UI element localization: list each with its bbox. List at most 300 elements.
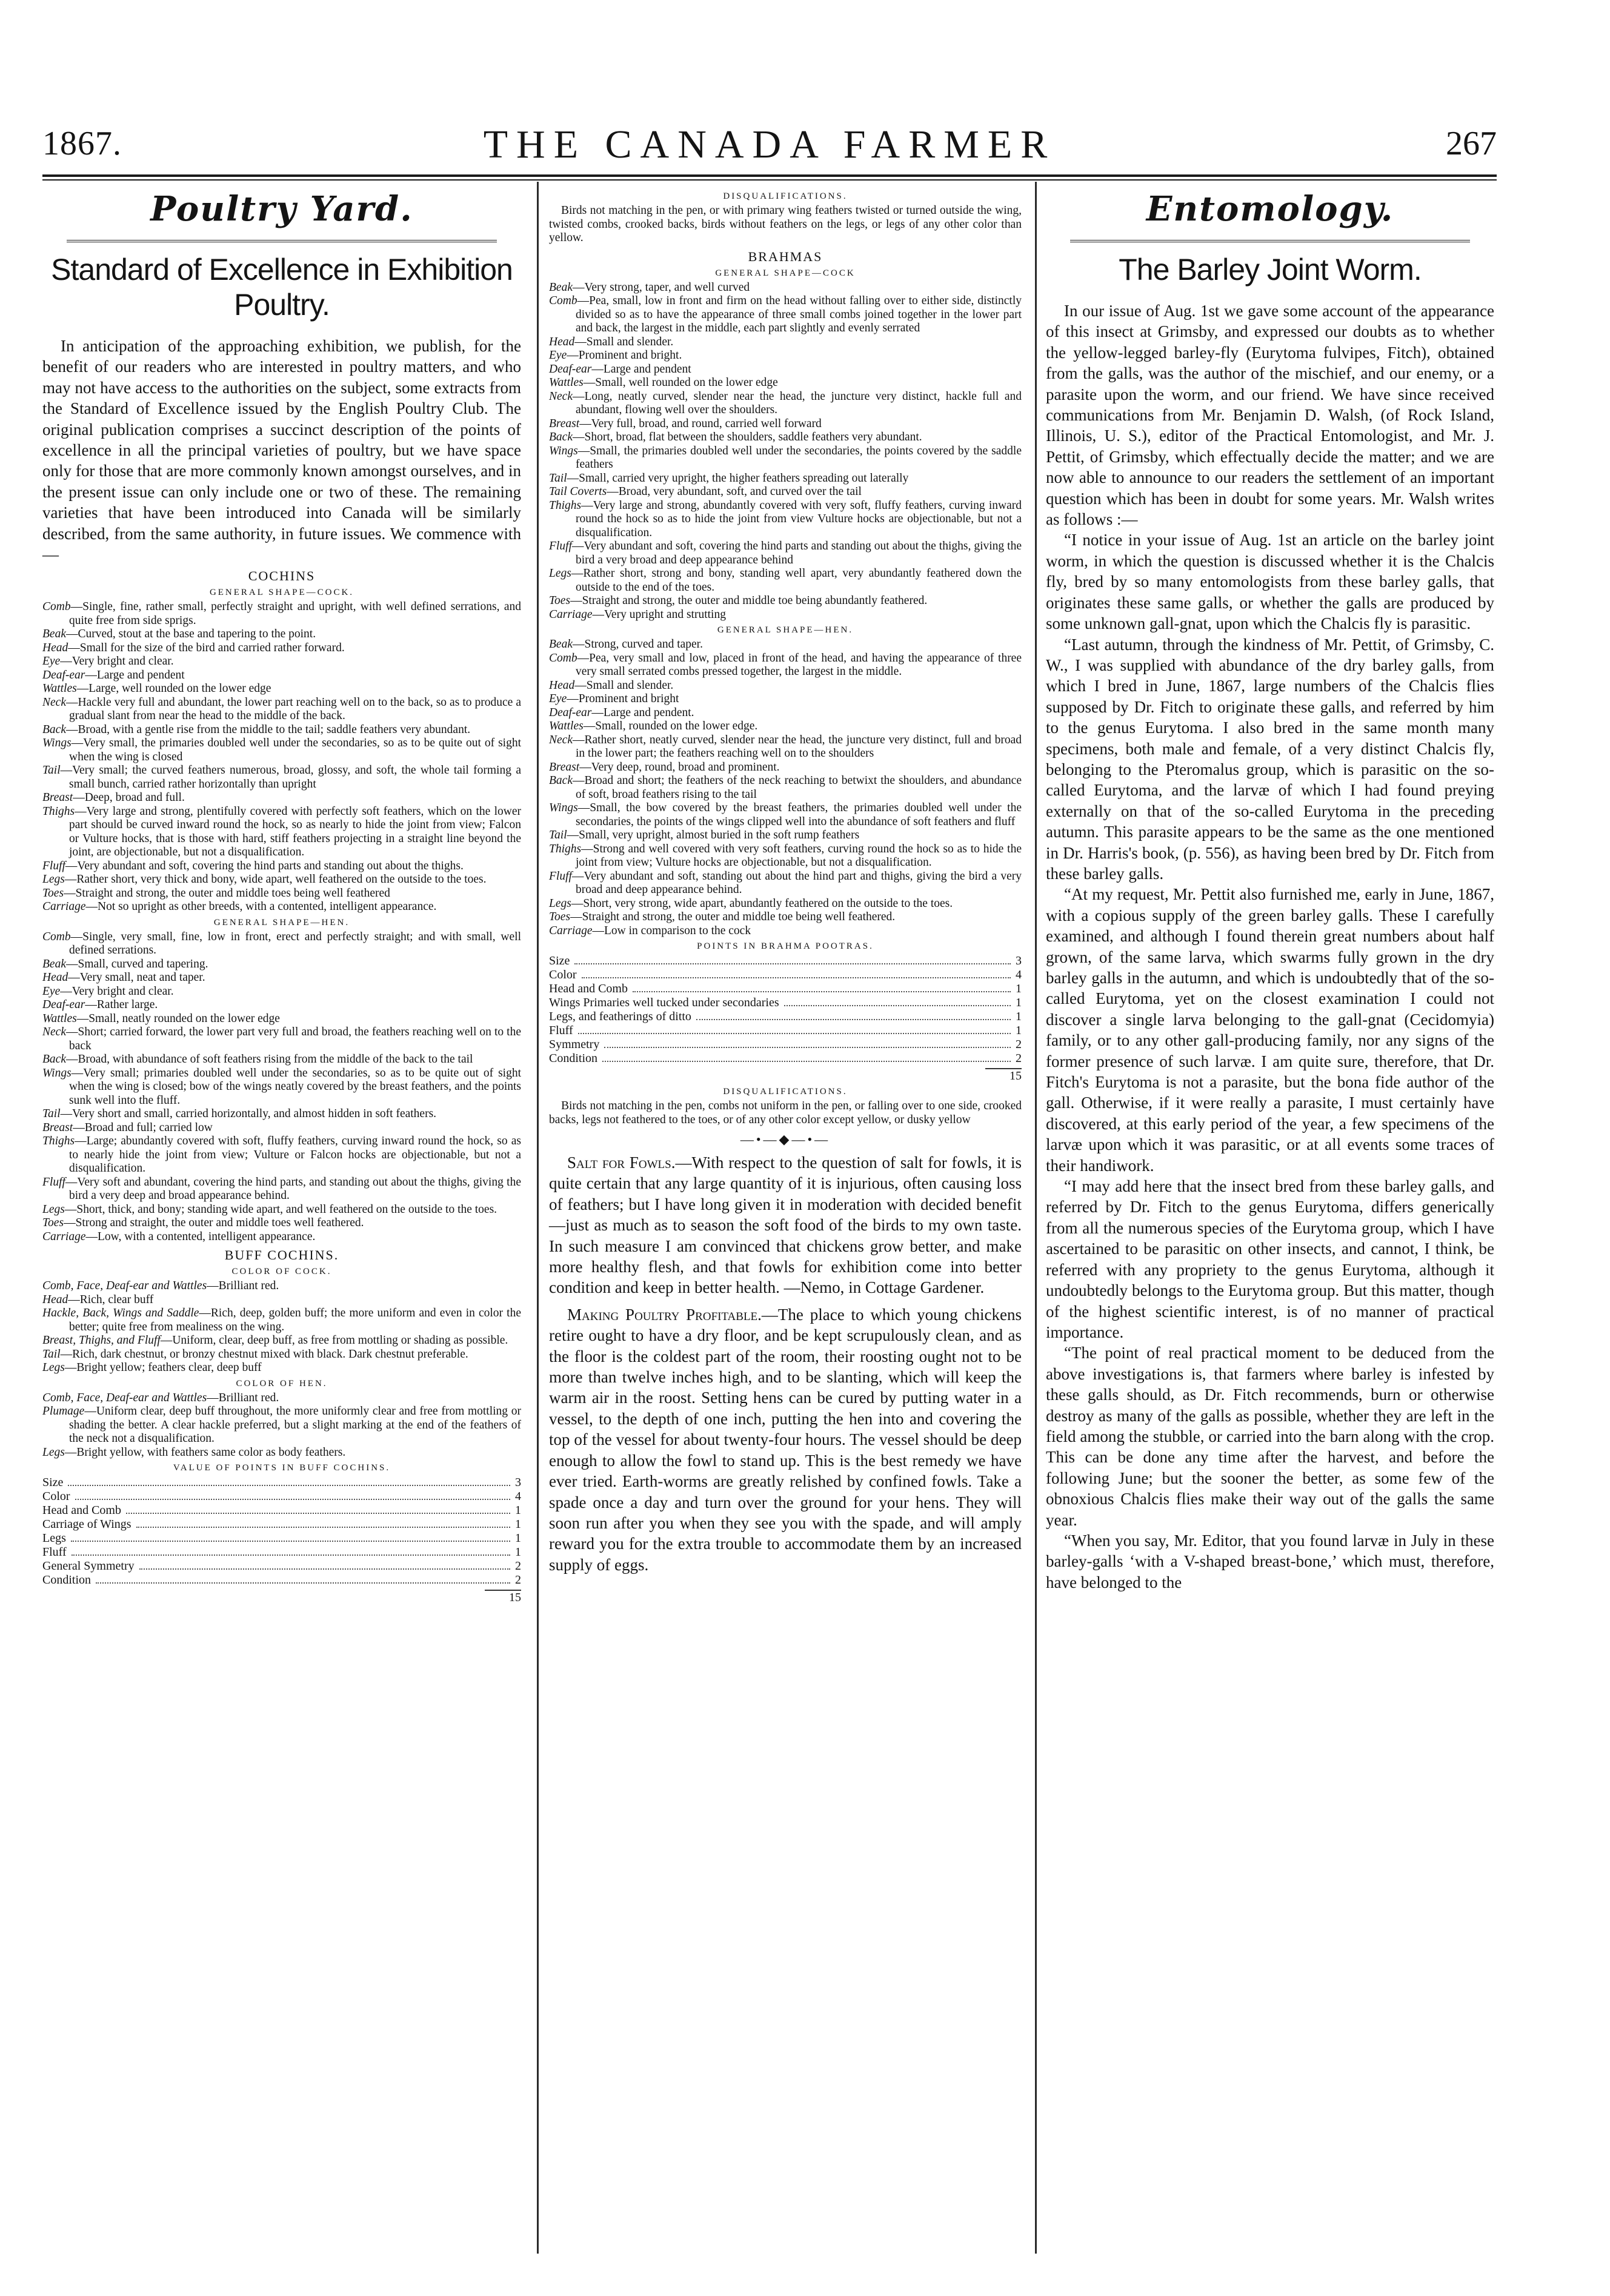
points-row: [42, 1545, 521, 1559]
entry-key: Eye: [549, 692, 567, 705]
standard-entry: [549, 281, 1022, 295]
entry-text: —Broad, very abundant, soft, and curved over the tail: [607, 485, 862, 498]
points-value: 3: [1016, 954, 1022, 967]
entry-key: Tail: [549, 829, 567, 841]
entry-text: —Very large and strong, abundantly covered with very soft, fluffy feathers, curving inward round the hock so as to hide the joint from view Vulture hocks are objectionable, but not a disqualification.: [576, 499, 1022, 539]
article-paragraph: “The point of real practical moment to be deduced from the above investigations is, that farmers where barley is infested by these galls should, as Dr. Fitch recommends, burn or otherwise destroy as many of the galls as possible, whether they are left in the field among the stubble, or carried into the barn along with the crop. This can be done any time after the harvest, and before the following June; but the sooner the better, as some few of the obnoxious Chalcis flies make their way out of the galls the same year.: [1046, 1344, 1494, 1529]
standard-entry: [42, 1446, 521, 1460]
points-value: 2: [515, 1573, 521, 1587]
article-paragraph: “Last autumn, through the kindness of Mr. Pettit, of Grimsby, C. W., I was supplied with abundance of the dry barley galls, from which I bred in June, 1867, large numbers of the Chalcis flies supposed by Dr. Fitch to originate these galls, and referred by him to the genus Eurytoma. I also bred in the same month many specimens, both male and female, of a very distinct Chalcis fly, belonging to the Pteromalus group, which is parasitic on the so-called Eurytoma, and the larvæ of which I had found preying externally on that of the so-called Eurytoma in the preceding autumn. This parasite appears to be the same as the one mentioned in Dr. Harris's book, (p. 556), as having been bred by Dr. Fitch from these barley galls.: [1046, 635, 1494, 883]
entry-key: Comb: [42, 600, 71, 614]
masthead: [42, 124, 1497, 173]
article-body: [1046, 300, 1494, 1593]
points-name: Symmetry: [549, 1038, 600, 1051]
entry-key: Legs: [42, 1203, 65, 1216]
salt-text: —With respect to the question of salt for fowls, it is quite certain that any large quantity of it is injurious, often causing loss of feathers; but I have long given it in moderation with decided benefit—just as much as to season the soft food of the birds to my own taste. In such measure I am convinced that chickens grow better, and make more healthy flesh, and that fowls for exhibition come into better condition and keep in better health. —Nemo, in Cottage Gardener.: [549, 1153, 1022, 1297]
entry-text: —Large, well rounded on the lower edge: [76, 682, 271, 695]
standard-entry: [42, 1293, 521, 1307]
cock-color-list: [42, 1279, 521, 1375]
entry-key: Wattles: [42, 1012, 77, 1025]
section-subheading: GENERAL SHAPE—COCK: [715, 268, 856, 278]
section-subheading: GENERAL SHAPE—HEN.: [213, 917, 350, 927]
points-total-row: [42, 1590, 521, 1605]
cock-shape-list: [42, 600, 521, 914]
entry-text: —Small, carried very upright, the higher feathers spreading out laterally: [567, 471, 909, 485]
entry-text: —Short, thick, and bony; standing wide apart, and well feathered on the outside to the toes.: [64, 1203, 497, 1216]
entry-text: —Rich, clear buff: [68, 1293, 154, 1306]
leader-dots: [784, 996, 1011, 1006]
column-divider-1: [537, 182, 539, 2254]
standard-entry: [42, 900, 521, 914]
standard-entry: [42, 628, 521, 642]
entry-text: —Very abundant and soft, covering the hind parts and standing out about the thighs, giving the bird a very broad and deep appearance behind: [571, 540, 1022, 566]
points-name: Color: [549, 968, 577, 981]
entry-text: —Pea, small, low in front and firm on the head without falling over to either side, distinctly divided so as to have the appearance of three small combs joined together in the lower part and back, the largest in the middle, each part slightly and evenly serrated: [576, 294, 1022, 334]
points-name: Condition: [549, 1052, 598, 1065]
points-value: 1: [1016, 982, 1022, 995]
points-row: [42, 1531, 521, 1545]
article-title: The Barley Joint Worm.: [1119, 253, 1422, 287]
entry-text: —Brilliant red.: [207, 1279, 279, 1293]
standard-entry: [549, 652, 1022, 679]
points-name: Fluff: [549, 1024, 573, 1037]
making-text: —The place to which young chickens retire ought to have a dry floor, and be kept scrupulously clean, and as the floor is the coldest part of the room, their roosting ought not to be more than twelve inches high, and to be slanting, which will keep the warm air in the roost. Setting hens can be cured by putting water in a vessel, to the depth of one inch, putting the hen into and covering the top of the vessel for about twenty-four hours. The vessel should be deep enough to allow the fowl to stand up. This is the best remedy we have ever tried. Earth-worms are greatly relished by confined fowls. Take a spade once a day and turn over the ground for your hens. They will soon run after you when they see you with the spade, and will amply reward you for the extra trouble to accommodate them by an increased supply of eggs.: [549, 1305, 1022, 1574]
points-name: Legs: [42, 1531, 66, 1545]
points-value: 4: [1016, 968, 1022, 981]
points-name: Size: [42, 1476, 64, 1490]
standard-entry: [549, 911, 1022, 924]
leader-dots: [68, 1476, 510, 1486]
entry-text: —Uniform, clear, deep buff, as free from mottling or shading as possible.: [160, 1334, 508, 1347]
standard-entry: [549, 924, 1022, 938]
entry-key: Deaf-ear: [549, 706, 592, 719]
entry-key: Toes: [549, 594, 571, 607]
entry-key: Tail: [42, 1107, 61, 1121]
entry-key: Carriage: [549, 608, 593, 621]
hen-shape-list: [549, 638, 1022, 938]
points-value: 1: [515, 1531, 521, 1545]
points-value: 2: [1016, 1052, 1022, 1065]
entry-key: Fluff: [549, 540, 572, 552]
entry-text: —Broad and full; carried low: [73, 1121, 213, 1134]
entry-text: —Rather short, neatly curved, slender near the head, the juncture very distinct, full and broad in the lower part; the feathers reaching well on to the shoulders: [572, 733, 1022, 760]
leader-dots: [574, 954, 1011, 964]
entry-key: Eye: [42, 984, 61, 998]
column-poultry: [42, 188, 521, 1607]
standard-entry: [549, 706, 1022, 720]
entry-text: —Very full, broad, and round, carried well forward: [579, 417, 822, 430]
standard-entry: [549, 349, 1022, 363]
issue-year: 1867.: [42, 125, 122, 162]
entry-text: —Very small; the curved feathers numerous, broad, glossy, and soft, the whole tail forming a small bunch, carried rather horizontally than upright: [60, 764, 521, 791]
standard-entry: [42, 1121, 521, 1135]
entry-text: —Large; abundantly covered with soft, fluffy feathers, curving inward round the hock, so as to nearly hide the joint from view; Vulture or Falcon hocks are objectionable, but not a disqualification.: [69, 1135, 521, 1175]
standard-entry: [42, 1107, 521, 1121]
standard-entry: [549, 870, 1022, 897]
entry-text: —Very bright and clear.: [60, 655, 174, 668]
section-subheading: GENERAL SHAPE—HEN.: [717, 625, 854, 635]
entry-key: Neck: [549, 390, 573, 403]
standard-entry: [42, 1216, 521, 1230]
entry-text: —Straight and strong, the outer and middle toe being well feathered.: [570, 911, 896, 923]
entry-key: Tail: [549, 471, 567, 485]
entry-text: —Very small, the primaries doubled well under the secondaries, so as to be quite out of sight when the wing is closed: [69, 737, 521, 763]
entry-key: Carriage: [549, 924, 593, 937]
standard-entry: [42, 1026, 521, 1053]
entry-text: —Prominent and bright.: [567, 349, 682, 362]
heading-rule: [1070, 240, 1470, 242]
leader-dots: [136, 1518, 510, 1528]
entry-key: Wattles: [549, 720, 584, 732]
points-total: 15: [985, 1068, 1022, 1083]
entry-key: Comb: [42, 930, 71, 943]
points-total: 15: [485, 1590, 521, 1605]
entry-key: Toes: [42, 886, 64, 900]
points-value: 1: [1016, 996, 1022, 1009]
entry-text: —Rich, deep, golden buff; the more uniform and even in color the better; quite free from mealiness on the wing.: [69, 1307, 521, 1333]
heading-rule: [67, 240, 497, 242]
entry-key: Deaf-ear: [549, 362, 592, 376]
entry-text: —Short; carried forward, the lower part very full and broad, the feathers reaching well on to the back: [65, 1026, 521, 1052]
entry-key: Head: [549, 679, 575, 692]
standard-entry: [549, 485, 1022, 499]
standard-entry: [549, 294, 1022, 336]
entry-text: —Broad, with abundance of soft feathers rising from the middle of the back to the tail: [65, 1053, 473, 1066]
standard-entry: [549, 638, 1022, 652]
entry-key: Tail: [42, 764, 61, 777]
entry-key: Beak: [549, 638, 573, 651]
standard-entry: [42, 642, 521, 655]
points-value: 3: [515, 1476, 521, 1490]
entry-key: Plumage: [42, 1405, 85, 1418]
entry-text: —Very small; primaries doubled well under the secondaries, so as to be quite out of sight when the wing is closed; bow of the wings neatly covered by the breast feathers, and the points sunk well into the fluff.: [69, 1066, 521, 1107]
disqualifications-heading: DISQUALIFICATIONS.: [723, 1087, 848, 1097]
standard-entry: [42, 737, 521, 764]
entry-text: —Very soft and abundant, covering the hind parts, and standing out about the thighs, giving the bird a very deep and broad appearance behind.: [65, 1175, 521, 1203]
standard-entry: [42, 1053, 521, 1067]
standard-entry: [549, 594, 1022, 608]
standard-entry: [42, 860, 521, 874]
points-value: 1: [1016, 1010, 1022, 1023]
standard-entry: [549, 445, 1022, 472]
standard-entry: [549, 363, 1022, 377]
article-paragraph: “When you say, Mr. Editor, that you found larvæ in July in these barley-galls ‘with a V-shaped breast-bone,’ which must, therefore, have belonged to the: [1046, 1531, 1494, 1591]
entry-key: Wings: [549, 444, 578, 457]
points-row: [42, 1559, 521, 1573]
entry-text: —Pea, very small and low, placed in front of the head, and having the appearance of three very small serrated combs pressed together, the largest in the middle.: [576, 651, 1022, 678]
standard-entry: [42, 1361, 521, 1375]
leader-dots: [126, 1504, 510, 1514]
column-entomology: [1046, 188, 1494, 1593]
entry-text: —Very small, neat and taper.: [68, 971, 205, 984]
article-paragraph: In our issue of Aug. 1st we gave some account of the appearance of this insect at Grimsby, and expressed our doubts as to whether the yellow-legged barley-fly (Eurytoma fulvipes, Fitch), obtained from the galls, was the author of the mischief, and our enemy, or a parasite upon the worm, and our friend. We have since received communications from Mr. Benjamin D. Walsh, (of Rock Island, Illinois, U. S.), editor of the Practical Entomologist, and Mr. J. Pettit, of Grimsby, which effectually decide the matter; and we are now able to announce to our readers the settlement of an important question which has been in doubt for some years. Mr. Walsh writes as follows :—: [1046, 302, 1494, 529]
standard-entry: [42, 998, 521, 1012]
article-paragraph: “I notice in your issue of Aug. 1st an article on the barley joint worm, in which the question is discussed whether it is the Chalcis fly, bred by so many entomologists from these barley galls, that originates these same galls, or whether the galls are produced by some unknown gall-gnat, upon which the Chalcis fly is parasitic.: [1046, 531, 1494, 633]
points-name: Head and Comb: [549, 982, 628, 995]
standard-entry: [549, 734, 1022, 761]
disqualifications-text: Birds not matching in the pen, combs not uniform in the pen, or falling over to one side, crooked backs, legs not feathered to the toes, or of any other color except yellow, or dusky yellow: [549, 1100, 1022, 1126]
standard-entry: [549, 801, 1022, 829]
department-heading: Poultry Yard.: [150, 189, 413, 229]
points-row: [549, 968, 1022, 982]
entry-text: —Very abundant and soft, covering the hind parts and standing out about the thighs.: [65, 859, 464, 872]
entry-key: Thighs: [549, 499, 582, 512]
newspaper-title: THE CANADA FARMER: [483, 122, 1056, 167]
entry-text: —Single, fine, rather small, perfectly straight and upright, with well defined serrations, and quite free from side sprigs.: [69, 600, 521, 627]
standard-entry: [42, 1203, 521, 1217]
section-ornament: —•—◆—•—: [740, 1132, 831, 1147]
points-row: [549, 954, 1022, 968]
entry-key: Back: [42, 723, 66, 736]
standard-entry: [549, 761, 1022, 775]
entry-key: Carriage: [42, 1230, 86, 1243]
section-subheading: COLOR OF HEN.: [236, 1378, 328, 1389]
column-divider-2: [1035, 182, 1037, 2254]
column-brahmas: [549, 188, 1022, 1575]
entry-key: Legs: [42, 873, 65, 886]
entry-text: —Very bright and clear.: [60, 984, 174, 998]
entry-text: —Small and slender.: [574, 335, 674, 348]
entry-key: Tail Coverts: [549, 485, 607, 498]
points-row: [549, 1052, 1022, 1066]
entry-text: —Small, rounded on the lower edge.: [583, 720, 758, 732]
entry-text: —Brilliant red.: [207, 1391, 279, 1404]
leader-dots: [604, 1038, 1011, 1048]
entry-key: Legs: [42, 1361, 65, 1375]
points-value: 1: [515, 1504, 521, 1518]
entry-text: —Small, curved and tapering.: [65, 957, 208, 970]
entry-text: —Bright yellow, with feathers same color as body feathers.: [64, 1445, 346, 1459]
entry-key: Thighs: [42, 1135, 75, 1148]
entry-key: Wings: [42, 1066, 72, 1080]
entry-key: Comb: [549, 294, 577, 307]
entry-text: —Small, neatly rounded on the lower edge: [76, 1012, 280, 1025]
making-lead: Making Poultry Profitable.: [567, 1305, 762, 1324]
standard-entry: [42, 1334, 521, 1348]
entry-text: —Rather short, strong and bony, standing well apart, very abundantly feathered down the outside to the end of the toes.: [571, 567, 1022, 594]
making-paragraph: [549, 1304, 1022, 1575]
entry-key: Beak: [549, 280, 573, 294]
standard-entry: [549, 720, 1022, 734]
entry-key: Back: [42, 1053, 66, 1066]
entry-key: Eye: [549, 349, 567, 362]
standard-entry: [549, 540, 1022, 567]
leader-dots: [72, 1545, 510, 1556]
standard-entry: [42, 971, 521, 985]
standard-entry: [42, 1392, 521, 1405]
standard-entry: [42, 1307, 521, 1334]
standard-entry: [42, 600, 521, 628]
entry-text: —Short, very strong, wide apart, abundantly feathered on the outside to the toes.: [571, 897, 953, 910]
entry-key: Carriage: [42, 900, 86, 914]
entry-text: —Small, the bow covered by the breast feathers, the primaries doubled well under the secondaries, the points of the wings clipped well into the abundance of soft feathers and fluff: [576, 801, 1022, 828]
points-name: Carriage of Wings: [42, 1518, 131, 1531]
leader-dots: [696, 1010, 1011, 1020]
breed-heading: BUFF COCHINS.: [224, 1247, 339, 1263]
entry-key: Fluff: [42, 859, 65, 872]
entry-text: —Broad and short; the feathers of the neck reaching to betwixt the shoulders, and abundance of soft, broad feathers rising to the tail: [572, 774, 1022, 801]
points-row: [549, 1010, 1022, 1024]
entry-key: Head: [42, 641, 68, 654]
standard-entry: [42, 887, 521, 901]
standard-entry: [549, 692, 1022, 706]
entry-key: Back: [549, 774, 573, 787]
standard-entry: [549, 679, 1022, 693]
section-subheading: GENERAL SHAPE—COCK.: [209, 588, 354, 598]
standard-entry: [42, 1176, 521, 1203]
masthead-rule: [42, 174, 1497, 177]
leader-dots: [139, 1559, 510, 1570]
points-row: [42, 1490, 521, 1504]
standard-entry: [42, 764, 521, 791]
points-value: 4: [515, 1490, 521, 1504]
entry-key: Fluff: [549, 869, 572, 883]
entry-key: Neck: [549, 733, 573, 746]
entry-text: —Broad, with a gentle rise from the middle to the tail; saddle feathers very abundant.: [65, 723, 471, 736]
entry-key: Head: [42, 971, 68, 984]
standard-entry: [42, 1067, 521, 1108]
standard-entry: [549, 336, 1022, 350]
entry-key: Tail: [42, 1347, 61, 1361]
disqualifications-heading: DISQUALIFICATIONS.: [723, 191, 848, 201]
entry-text: —Very large and strong, plentifully covered with perfectly soft feathers, which on the lower part should be curved inward round the hock, so as nearly to hide the joint from view; Falcon or Vulture hocks, that is those with hard, stiff feathers projecting in a straight line beyond the joint, are objectionable, but not a disqualification.: [69, 805, 521, 859]
entry-text: —Deep, broad and full.: [73, 791, 185, 805]
entry-key: Beak: [42, 957, 66, 970]
points-row: [549, 1024, 1022, 1038]
breed-heading: COCHINS: [248, 568, 316, 584]
points-heading: VALUE OF POINTS IN BUFF COCHINS.: [173, 1463, 391, 1473]
entry-text: —Small, the primaries doubled well under the secondaries, the points covered by the saddle feathers: [576, 444, 1022, 471]
standard-entry: [42, 1230, 521, 1244]
entry-text: —Strong, curved and taper.: [572, 638, 703, 651]
article-paragraph: “I may add here that the insect bred from these barley galls, and referred by Dr. Fitch to the genus Eurytoma, differs generically from all the numerous species of the Eurytoma group, which I have ascertained to be parasitic on other insects, and cannot, I think, be referred with any propriety to the genus Eurytoma, although it undoubtedly belongs to the Eurytoma group. But this matter, though of the highest scientific interest, is of no manner of practical importance.: [1046, 1177, 1494, 1341]
entry-text: —Very deep, round, broad and prominent.: [579, 760, 780, 774]
points-value: 1: [515, 1545, 521, 1559]
entry-text: —Very abundant and soft, standing out about the hind part and thighs, giving the bird a very broad and deep appearance behind.: [571, 869, 1022, 896]
entry-text: —Small and slender.: [574, 679, 674, 692]
entry-text: —Prominent and bright: [567, 692, 679, 705]
leader-dots: [633, 982, 1011, 992]
salt-paragraph: [549, 1152, 1022, 1298]
entry-key: Comb, Face, Deaf-ear and Wattles: [42, 1391, 207, 1404]
standard-entry: [42, 1348, 521, 1362]
entry-text: —Strong and straight, the outer and middle toes well feathered.: [64, 1216, 364, 1230]
entry-key: Legs: [549, 567, 571, 580]
section-subheading: COLOR OF COCK.: [231, 1267, 332, 1277]
points-total-row: [549, 1068, 1022, 1083]
article-title: Standard of Excellence in Exhibition Poultry.: [51, 253, 513, 322]
entry-key: Legs: [42, 1445, 65, 1459]
standard-entry: [42, 958, 521, 972]
entry-text: —Very upright and strutting: [592, 608, 726, 621]
points-row: [549, 982, 1022, 996]
standard-entry: [42, 805, 521, 860]
entry-text: —Long, neatly curved, slender near the head, the juncture very distinct, hackle full and abundant, flowing well over the shoulders.: [572, 390, 1022, 416]
entry-text: —Small, very upright, almost buried in the soft rump feathers: [567, 829, 860, 841]
standard-entry: [549, 390, 1022, 417]
standard-entry: [549, 499, 1022, 540]
points-row: [42, 1573, 521, 1587]
standard-entry: [42, 1279, 521, 1293]
entry-text: —Very short and small, carried horizontally, and almost hidden in soft feathers.: [60, 1107, 437, 1121]
entry-text: —Rather short, very thick and bony, wide apart, well feathered on the outside to the toes.: [64, 873, 487, 886]
entry-key: Wattles: [549, 376, 584, 389]
entry-key: Back: [549, 431, 573, 443]
standard-entry: [42, 1012, 521, 1026]
entry-text: —Large and pendent.: [591, 706, 694, 719]
entry-key: Head: [42, 1293, 68, 1306]
entry-key: Thighs: [549, 842, 582, 855]
article-intro: In anticipation of the approaching exhibition, we publish, for the benefit of our readers who are interested in poultry matters, and who may not have access to the authorities on the subject, some extracts from the Standard of Excellence issued by the English Poultry Club. The original publication comprises a succinct description of the points of excellence in all the principal varieties of poultry, but we have space only for those that are more commonly known amongst ourselves, and in the present issue can only include one or two of these. The remaining varieties that have been introduced into Canada will be similarly described, from the same authority, in future issues. We commence with—: [42, 337, 521, 564]
points-row: [42, 1518, 521, 1531]
standard-entry: [42, 1135, 521, 1176]
standard-entry: [42, 873, 521, 887]
entry-key: Breast: [42, 1121, 73, 1134]
leader-dots: [602, 1052, 1011, 1062]
standard-entry: [42, 696, 521, 723]
entry-key: Deaf-ear: [42, 998, 85, 1012]
entry-text: —Small for the size of the bird and carried rather forward.: [68, 641, 345, 654]
points-name: Condition: [42, 1573, 91, 1587]
leader-dots: [96, 1573, 510, 1584]
points-name: Legs, and featherings of ditto: [549, 1010, 691, 1023]
entry-key: Wings: [42, 737, 72, 750]
points-name: Color: [42, 1490, 70, 1504]
standard-entry: [42, 723, 521, 737]
points-table: [42, 1476, 521, 1587]
entry-key: Legs: [549, 897, 571, 910]
standard-entry: [549, 829, 1022, 843]
entry-text: —Uniform clear, deep buff throughout, the more uniformly clear and free from mottling or shading the better. A clear hackle preferred, but a slight marking at the end of the feathers of the neck not a disqualification.: [69, 1405, 521, 1445]
standard-entry: [549, 843, 1022, 870]
entry-text: —Large and pendent: [591, 362, 691, 376]
standard-entry: [42, 669, 521, 683]
cock-shape-list: [549, 281, 1022, 622]
entry-text: —Large and pendent: [85, 668, 185, 682]
entry-key: Fluff: [42, 1175, 65, 1189]
points-row: [42, 1504, 521, 1518]
entry-text: —Not so upright as other breeds, with a contented, intelligent appearance.: [85, 900, 437, 914]
points-heading: POINTS IN BRAHMA POOTRAS.: [697, 941, 874, 951]
entry-text: —Rather large.: [85, 998, 158, 1012]
masthead-rule-thin: [42, 179, 1497, 181]
standard-entry: [42, 1405, 521, 1446]
entry-text: —Small, well rounded on the lower edge: [583, 376, 778, 389]
standard-entry: [549, 417, 1022, 431]
entry-key: Toes: [42, 1216, 64, 1230]
points-value: 1: [515, 1518, 521, 1531]
points-name: General Symmetry: [42, 1559, 135, 1573]
entry-text: —Rich, dark chestnut, or bronzy chestnut mixed with black. Dark chestnut preferable.: [60, 1347, 468, 1361]
entry-text: —Straight and strong, the outer and middle toes being well feathered: [64, 886, 390, 900]
entry-key: Deaf-ear: [42, 668, 85, 682]
entry-key: Wattles: [42, 682, 77, 695]
points-value: 2: [1016, 1038, 1022, 1051]
points-name: Head and Comb: [42, 1504, 121, 1518]
standard-entry: [549, 897, 1022, 911]
standard-entry: [42, 682, 521, 696]
entry-key: Thighs: [42, 805, 75, 818]
entry-text: —Low in comparison to the cock: [592, 924, 751, 937]
leader-dots: [578, 1024, 1011, 1034]
entry-text: —Short, broad, flat between the shoulders, saddle feathers very abundant.: [572, 431, 922, 443]
entry-key: Breast, Thighs, and Fluff: [42, 1334, 161, 1347]
entry-key: Breast: [549, 760, 580, 774]
entry-key: Breast: [549, 417, 580, 430]
entry-key: Head: [549, 335, 575, 348]
points-name: Fluff: [42, 1545, 67, 1559]
entry-text: —Curved, stout at the base and tapering to the point.: [65, 628, 316, 641]
